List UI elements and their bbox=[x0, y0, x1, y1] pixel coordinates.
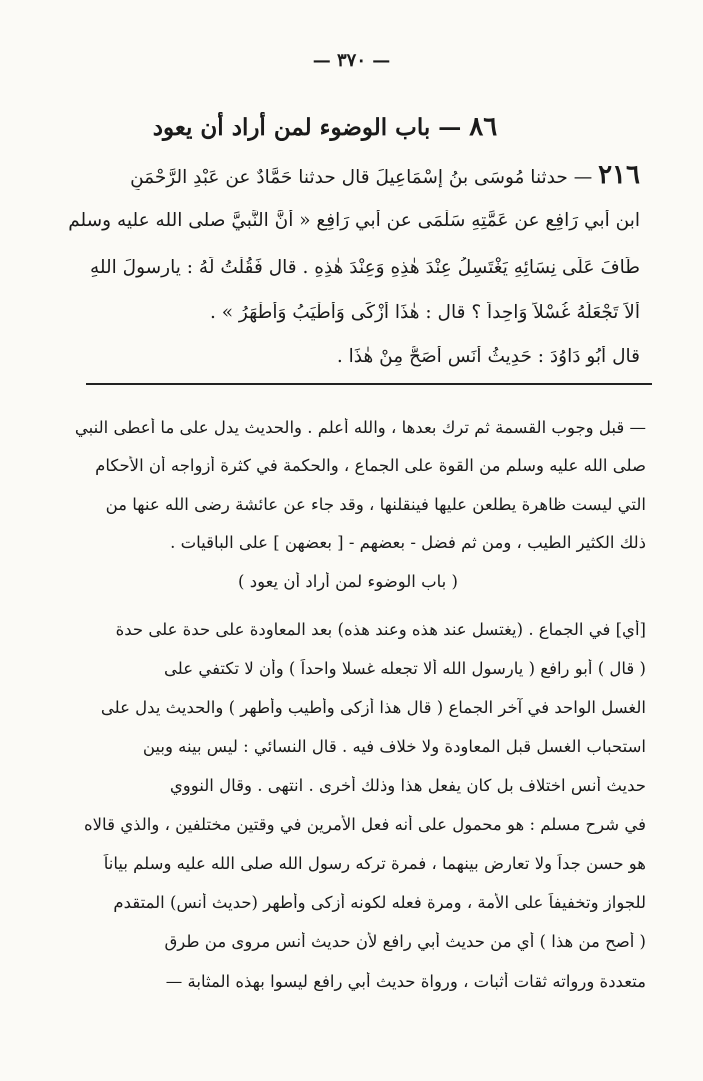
commentary-subheading: ( باب الوضوء لمن أراد أن يعود ) bbox=[238, 572, 458, 591]
commentary-line: استحباب الغسل قبل المعاودة ولا خلاف فيه . قال النسائي : ليس بينه وبين bbox=[142, 737, 646, 756]
commentary-line: صلى الله عليه وسلم من القوة على الجماع ، والحكمة في كثرة أزواجه أن الأحكام bbox=[95, 456, 646, 475]
chapter-heading bbox=[90, 112, 560, 142]
commentary-line: ذلك الكثير الطيب ، ومن ثم فضل - بعضهم - [ بعضهن ] على الباقيات . bbox=[170, 533, 646, 552]
commentary-line: ( قال ) أبو رافع ( يارسول الله ألا تجعله غسلا واحداً ) وأن لا تكتفي على bbox=[164, 659, 646, 678]
commentary-line: الغسل الواحد في آخر الجماع ( قال هذا أزكى وأطيب وأطهر ) والحديث يدل على bbox=[100, 698, 646, 717]
commentary-line: ( أصح من هذا ) أي من حديث أبي رافع لأن حديث أنس مروى من طرق bbox=[164, 932, 646, 951]
commentary-line: التي ليست ظاهرة يطلعن عليها فينقلنها ، وقد جاء عن عائشة رضى الله عنها من bbox=[105, 495, 646, 514]
hadith-line bbox=[66, 160, 640, 190]
commentary-line: حديث أنس اختلاف بل كان يفعل هذا وذلك أخرى . انتهى . وقال النووي bbox=[169, 776, 646, 795]
chapter-title: — باب الوضوء لمن أراد أن يعود bbox=[152, 114, 462, 141]
commentary-line: [أي] في الجماع . (يغتسل عند هذه وعند هذه) بعد المعاودة على حدة على حدة bbox=[115, 620, 646, 639]
hadith-line: ألاَ تَجْعَلُهُ غُسْلاً وَاحِداً ؟ قال : هٰذَا أزْكَى وَأطْيَبُ وَأطْهَرُ » . bbox=[209, 302, 640, 323]
section-divider bbox=[86, 383, 652, 385]
commentary-line: متعددة ورواته ثقات أثبات ، ورواة حديث أبي رافع ليسوا بهذه المثابة — bbox=[165, 972, 646, 991]
narrator-note: قال أبُو دَاوُدَ : حَدِيثُ أنَسٍ أصَحُّ مِنْ هٰذَا . bbox=[336, 346, 640, 367]
hadith-line: ابنِ أبي رَافِعٍ عن عَمَّتِهِ سَلْمَى عن أبي رَافِعٍ « أنَّ النَّبيَّ صلى الله عليه وسلم bbox=[68, 210, 640, 231]
commentary-line: للجواز وتخفيفاً على الأمة ، ومرة فعله لكونه أزكى وأطهر (حديث أنس) المتقدم bbox=[113, 893, 646, 912]
hadith-line: طَافَ عَلَى نِسَائِهِ يَغْتَسِلُ عِنْدَ هٰذِهِ وَعِنْدَ هٰذِهِ . قال فَقُلْتُ لَهُ : يارسولَ اللهِ bbox=[89, 257, 640, 278]
commentary-line: في شرح مسلم : هو محمول على أنه فعل الأمرين في وقتين مختلفين ، والذي قالاه bbox=[83, 815, 646, 834]
hadith-number: ٢١٦ bbox=[598, 160, 640, 190]
commentary-line: — قبل وجوب القسمة ثم ترك بعدها ، والله أعلم . والحديث يدل على ما أعطى النبي bbox=[74, 418, 646, 437]
commentary-line: هو حسن جداً ولا تعارض بينهما ، فمرة تركه رسول الله صلى الله عليه وسلم بياناً bbox=[103, 854, 646, 873]
page-number: — ٣٧٠ — bbox=[312, 50, 391, 71]
hadith-text: — حدثنا مُوسَى بنُ إسْمَاعِيلَ قال حدثنا حَمَّادٌ عن عَبْدِ الرَّحْمَنِ bbox=[130, 167, 593, 188]
chapter-number: ٨٦ bbox=[469, 112, 498, 142]
